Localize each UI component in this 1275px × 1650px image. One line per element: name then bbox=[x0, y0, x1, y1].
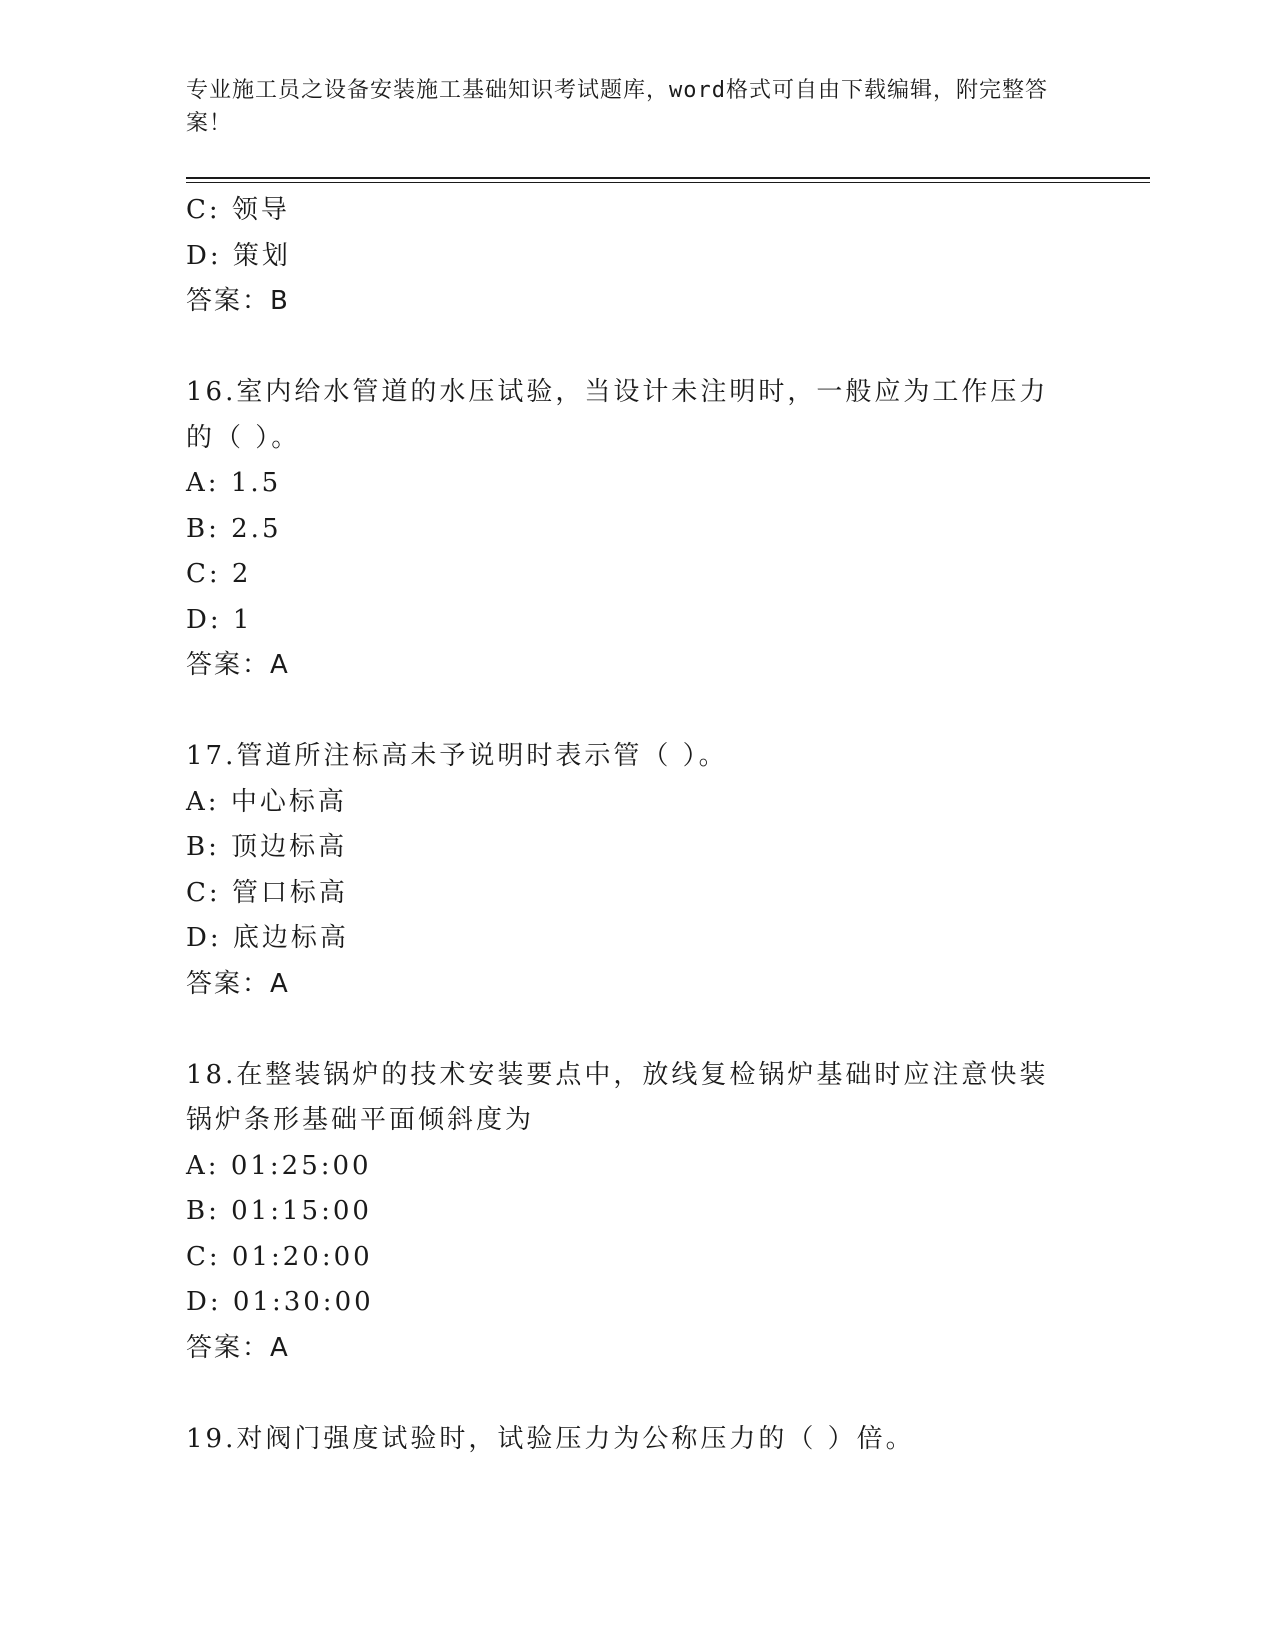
option-d: D: 01:30:00 bbox=[186, 1287, 374, 1317]
document-header: 专业施工员之设备安装施工基础知识考试题库，word格式可自由下载编辑，附完整答案！ bbox=[186, 78, 1048, 136]
option-a: A: 中心标高 bbox=[186, 786, 347, 817]
option-c: C: 2 bbox=[186, 559, 252, 589]
question-17-text: 17.管道所注标高未予说明时表示管（ ）。 bbox=[186, 741, 728, 771]
option-b: B: 顶边标高 bbox=[186, 832, 348, 862]
option-d: D: 策划 bbox=[186, 240, 291, 271]
header-divider-thin bbox=[186, 182, 1150, 183]
option-b: B: 01:15:00 bbox=[186, 1196, 372, 1226]
option-d: D: 1 bbox=[186, 604, 253, 635]
question-18-text: 18.在整装锅炉的技术安装要点中，放线复检锅炉基础时应注意快装锅炉条形基础平面倾斜度为 bbox=[186, 1059, 1049, 1135]
option-b: B: 2.5 bbox=[186, 513, 282, 544]
option-d: D: 底边标高 bbox=[186, 923, 349, 953]
option-a: A: 01:25:00 bbox=[186, 1150, 372, 1181]
answer-line: 答案：B bbox=[186, 286, 290, 316]
option-c: C: 领导 bbox=[186, 195, 290, 225]
header-divider-thick bbox=[186, 177, 1150, 179]
option-c: C: 01:20:00 bbox=[186, 1241, 373, 1272]
question-16-text: 16.室内给水管道的水压试验，当设计未注明时，一般应为工作压力的（ ）。 bbox=[186, 377, 1049, 453]
option-a: A: 1.5 bbox=[186, 468, 282, 498]
answer-line: 答案：A bbox=[186, 650, 290, 680]
question-list bbox=[186, 188, 1086, 1462]
question-19-text: 19.对阀门强度试验时，试验压力为公称压力的（ ）倍。 bbox=[186, 1423, 915, 1454]
answer-line: 答案：A bbox=[186, 1332, 290, 1363]
answer-line: 答案：A bbox=[186, 968, 290, 999]
option-c: C: 管口标高 bbox=[186, 877, 348, 908]
